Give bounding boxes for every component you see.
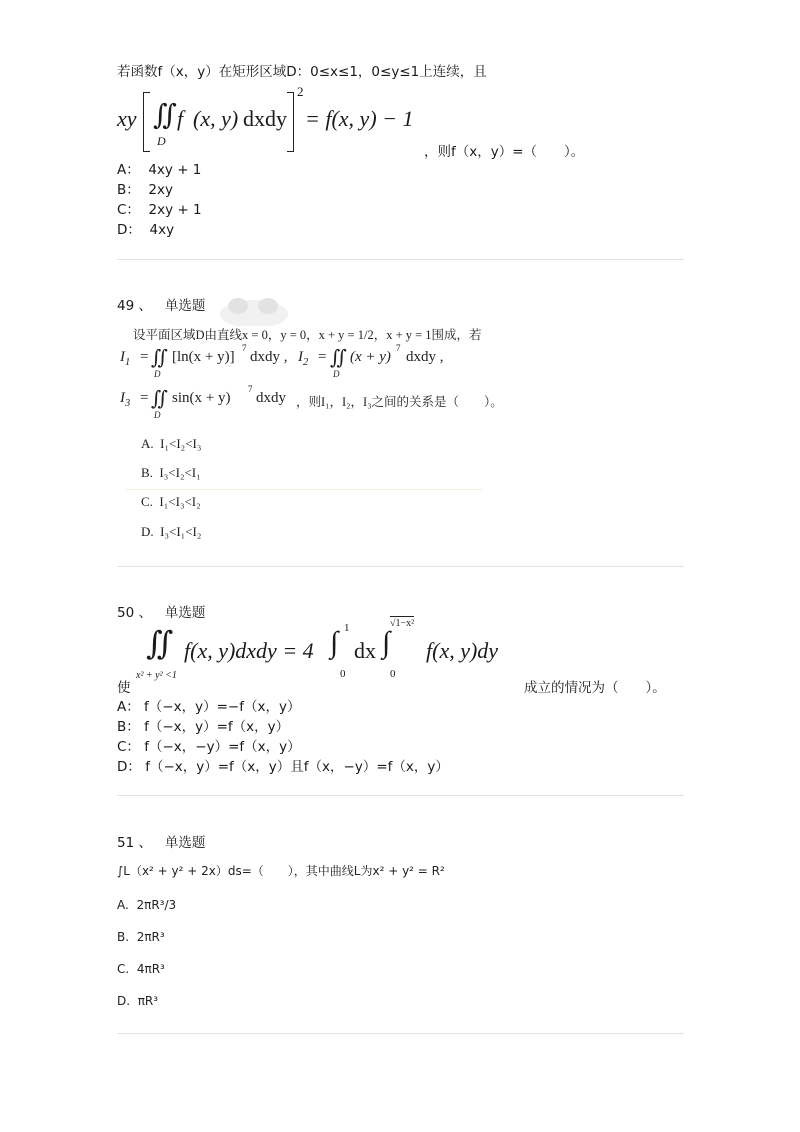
i1-eq: = bbox=[140, 349, 149, 365]
right-bracket bbox=[287, 92, 294, 152]
option-label: C. bbox=[117, 962, 130, 976]
q51-header bbox=[117, 833, 205, 853]
option-label: B. bbox=[117, 930, 130, 944]
q50-lim1-lo: 0 bbox=[340, 668, 346, 680]
q48-rhs: = f(x, y) − 1 bbox=[305, 106, 414, 131]
i1-body: [ln(x + y)] bbox=[172, 349, 235, 365]
option-label: B： bbox=[117, 719, 140, 735]
option-label: A. bbox=[141, 436, 154, 451]
integral-symbol: ∫ bbox=[382, 626, 391, 659]
q48-option-c[interactable] bbox=[117, 200, 202, 220]
option-text: f（−x，y）=−f（x，y） bbox=[144, 699, 301, 715]
option-text: I₁<I₂<I₃ bbox=[160, 436, 202, 451]
q49-stem-line1: 设平面区域D由直线x = 0，y = 0，x + y = 1/2，x + y = 1围成，若 bbox=[133, 328, 482, 342]
q48-power: 2 bbox=[297, 84, 304, 99]
i3-region: D bbox=[154, 410, 161, 420]
q49-tail: ，则I₁，I₂，I₃之间的关系是（ ）。 bbox=[296, 395, 503, 409]
option-text: I₃<I₂<I₁ bbox=[159, 465, 201, 480]
option-label: D. bbox=[141, 524, 154, 539]
q50-option-c[interactable] bbox=[117, 737, 301, 757]
option-text: f（−x，y）=f（x，y） bbox=[144, 719, 290, 735]
option-text: 2πR³/3 bbox=[136, 898, 177, 912]
question-type: 单选题 bbox=[164, 605, 206, 621]
q50-formula bbox=[134, 618, 524, 692]
q51-option-b[interactable] bbox=[117, 930, 165, 944]
option-text: πR³ bbox=[137, 994, 159, 1008]
i3-power: 7 bbox=[248, 384, 253, 394]
watermark-icon bbox=[214, 288, 294, 326]
option-label: B： bbox=[117, 182, 140, 198]
q50-option-a[interactable] bbox=[117, 697, 300, 717]
option-label: D： bbox=[117, 759, 141, 775]
question-number: 50 、 bbox=[117, 605, 152, 621]
q48-option-a[interactable] bbox=[117, 160, 201, 180]
option-text: I₁<I₃<I₂ bbox=[159, 494, 201, 509]
faint-rule bbox=[126, 489, 482, 490]
i3-body: sin(x + y) bbox=[172, 390, 231, 406]
option-label: A. bbox=[117, 898, 129, 912]
option-text: 2πR³ bbox=[136, 930, 165, 944]
q51-option-a[interactable] bbox=[117, 898, 176, 912]
double-integral-symbol: ∬ bbox=[151, 388, 169, 410]
q50-body: f(x, y)dxdy = 4 bbox=[184, 638, 314, 663]
q50-body2: f(x, y)dy bbox=[426, 638, 499, 663]
i1-diff: dxdy , bbox=[250, 349, 288, 365]
divider bbox=[117, 795, 684, 796]
q48-region: D bbox=[157, 134, 166, 148]
i1-symbol: $I_1$ bbox=[120, 349, 131, 368]
i2-diff: dxdy , bbox=[406, 349, 444, 365]
q49-i3-line bbox=[120, 384, 503, 422]
q48-tail: ，则f（x，y）=（ ）。 bbox=[424, 144, 585, 160]
i1-power: 7 bbox=[242, 343, 247, 353]
option-label: C： bbox=[117, 202, 140, 218]
option-label: D： bbox=[117, 222, 141, 238]
question-type: 单选题 bbox=[164, 298, 206, 314]
q50-lim1-hi: 1 bbox=[344, 622, 350, 634]
q50-lim2-hi: √1−x² bbox=[390, 618, 415, 629]
option-label: A： bbox=[117, 699, 140, 715]
option-text: 4πR³ bbox=[136, 962, 165, 976]
question-type: 单选题 bbox=[164, 835, 206, 851]
option-label: D. bbox=[117, 994, 131, 1008]
double-integral-symbol: ∬ bbox=[153, 100, 177, 131]
q48-stem: 若函数f（x，y）在矩形区域D：0≤x≤1，0≤y≤1上连续，且 bbox=[117, 64, 487, 80]
double-integral-symbol: ∬ bbox=[330, 347, 348, 369]
option-text: f（−x，y）=f（x，y）且f（x，−y）=f（x，y） bbox=[145, 759, 449, 775]
left-bracket bbox=[143, 92, 150, 152]
q49-option-d[interactable] bbox=[141, 524, 201, 540]
divider bbox=[117, 1033, 684, 1034]
q48-args: (x, y) bbox=[193, 106, 239, 131]
i1-region: D bbox=[154, 369, 161, 379]
option-text: f（−x，−y）=f（x，y） bbox=[144, 739, 301, 755]
q48-integrand: f bbox=[177, 106, 184, 131]
double-integral-symbol: ∬ bbox=[146, 625, 174, 661]
q50-region: x² + y² <1 bbox=[136, 670, 177, 681]
i2-body: (x + y) bbox=[350, 349, 391, 365]
q48-formula-prefix: xy bbox=[117, 106, 137, 131]
q50-lim2-lo: 0 bbox=[390, 668, 396, 680]
double-integral-symbol: ∬ bbox=[151, 347, 169, 369]
q49-header bbox=[117, 296, 205, 316]
divider bbox=[117, 566, 684, 567]
question-number: 51 、 bbox=[117, 835, 152, 851]
q50-dx: dx bbox=[354, 638, 376, 663]
q49-option-c[interactable] bbox=[141, 494, 201, 510]
option-label: C. bbox=[141, 494, 153, 509]
question-number: 49 、 bbox=[117, 298, 152, 314]
i2-eq: = bbox=[318, 349, 327, 365]
q50-tail: 成立的情况为（ ）。 bbox=[524, 680, 666, 696]
q48-option-b[interactable] bbox=[117, 180, 173, 200]
i2-power: 7 bbox=[396, 343, 401, 353]
q48-diff: dxdy bbox=[243, 106, 287, 131]
q51-option-d[interactable] bbox=[117, 994, 158, 1008]
integral-symbol: ∫ bbox=[330, 626, 339, 659]
i2-region: D bbox=[333, 369, 340, 379]
divider bbox=[117, 259, 684, 260]
q48-formula bbox=[117, 84, 427, 156]
i2-symbol: $I_2$ bbox=[298, 349, 309, 368]
option-text: 2xy bbox=[148, 182, 173, 198]
option-text: 4xy + 1 bbox=[148, 162, 202, 178]
q50-option-b[interactable] bbox=[117, 717, 289, 737]
option-label: B. bbox=[141, 465, 153, 480]
option-text: 2xy + 1 bbox=[148, 202, 202, 218]
q50-header bbox=[117, 603, 205, 623]
q50-option-d[interactable] bbox=[117, 757, 449, 777]
q48-option-d[interactable] bbox=[117, 220, 174, 240]
option-text: I₃<I₁<I₂ bbox=[160, 524, 202, 539]
q50-prefix: 使 bbox=[117, 680, 131, 696]
i3-eq: = bbox=[140, 390, 149, 406]
q49-option-a[interactable] bbox=[141, 436, 201, 452]
option-label: C： bbox=[117, 739, 140, 755]
i3-symbol: $I_3$ bbox=[120, 390, 131, 409]
i3-diff: dxdy bbox=[256, 390, 286, 406]
q49-integrals-line bbox=[120, 345, 460, 381]
q49-option-b[interactable] bbox=[141, 465, 201, 481]
q51-stem: ∫L（x² + y² + 2x）ds=（ ），其中曲线L为x² + y² = R² bbox=[117, 864, 445, 878]
q51-option-c[interactable] bbox=[117, 962, 165, 976]
option-label: A： bbox=[117, 162, 140, 178]
option-text: 4xy bbox=[149, 222, 175, 238]
